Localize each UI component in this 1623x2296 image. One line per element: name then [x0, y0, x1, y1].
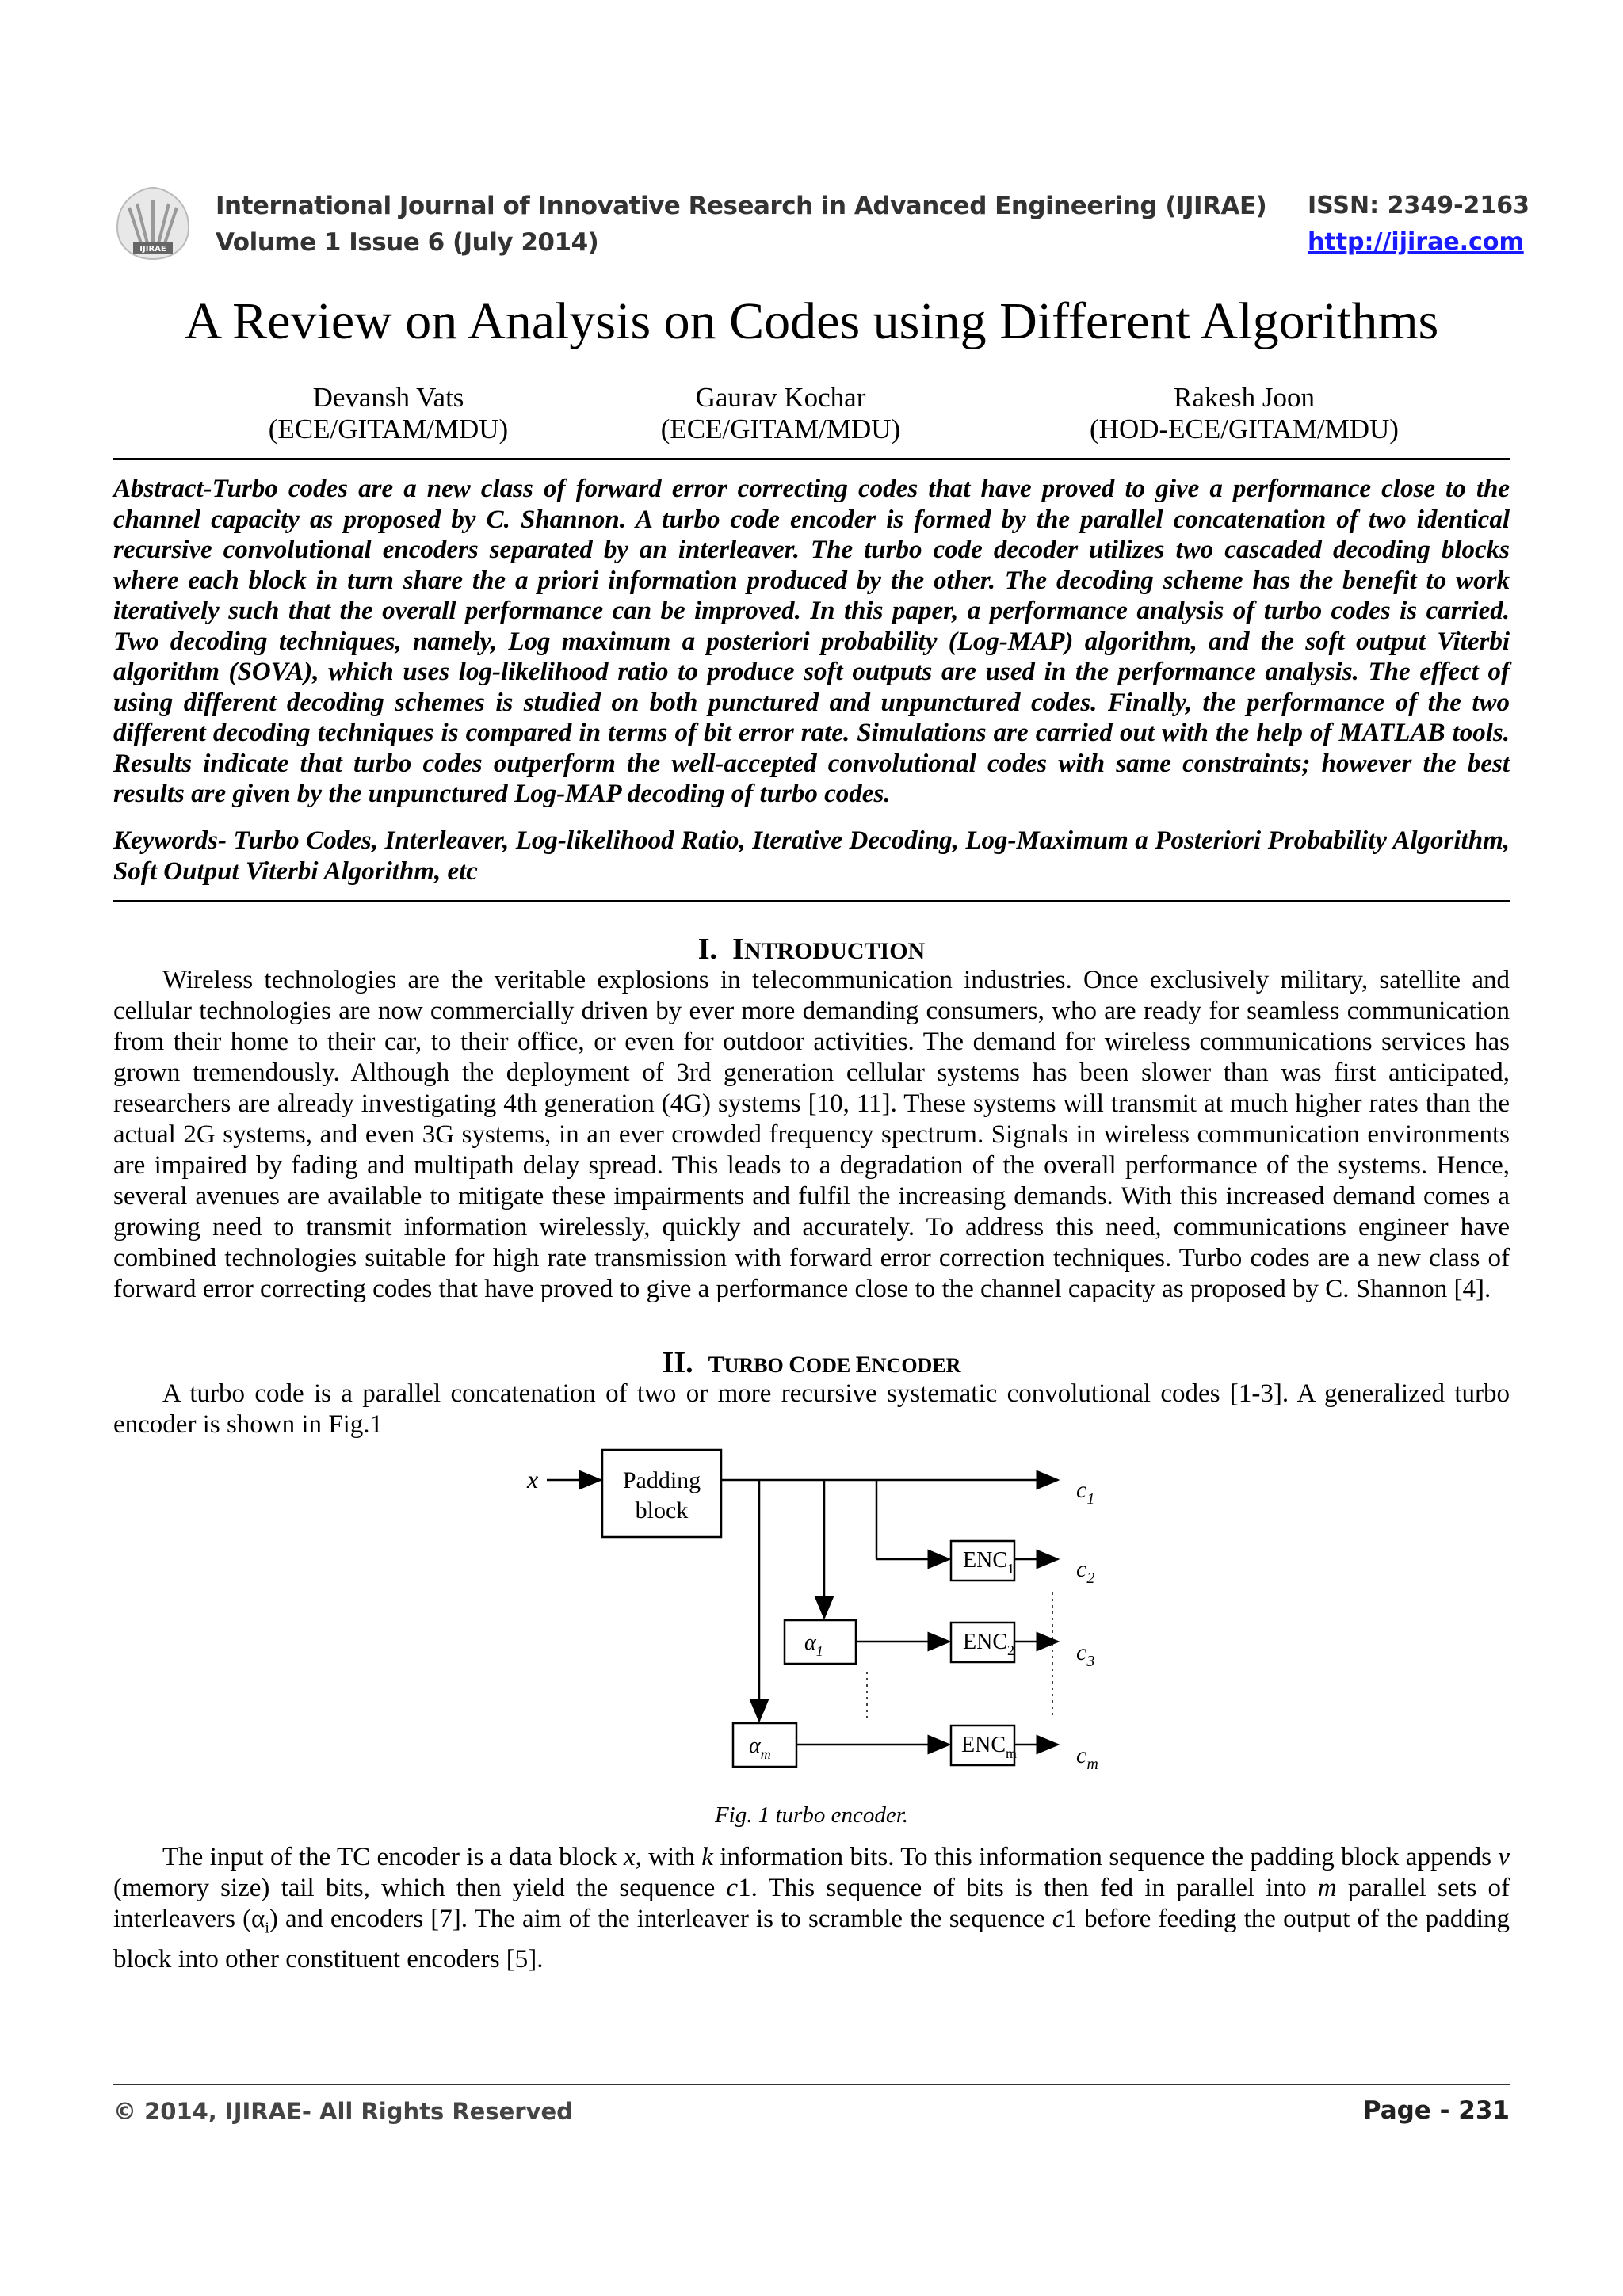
journal-name: International Journal of Innovative Research in Advanced Engineering (IJIRAE): [216, 192, 1267, 220]
author-name: Rakesh Joon: [1174, 382, 1315, 413]
turbo-encoder-diagram: [507, 1434, 1141, 1798]
author-name: Devansh Vats: [312, 382, 464, 413]
author-affiliation: (ECE/GITAM/MDU): [268, 414, 509, 444]
enc2-label: $ENC_2$: [963, 1630, 1014, 1658]
copyright-text: © 2014, IJIRAE- All Rights Reserved: [113, 2098, 573, 2125]
padding-block-label: Padding: [622, 1467, 701, 1493]
output-c1-label: $c_1$: [1076, 1477, 1095, 1508]
alpha1-label: $\alpha_1$: [804, 1630, 823, 1659]
journal-issn: ISSN: 2349-2163: [1308, 192, 1530, 219]
output-c2-label: $c_2$: [1076, 1556, 1095, 1587]
encoder-intro-text: A turbo code is a parallel concatenation of two or more recursive systematic convolutional codes [1-3]. A generalized turbo encoder is shown in Fig.1: [113, 1379, 1510, 1439]
section-heading-turbo-code-encoder: II. TURBO CODE ENCODER: [662, 1346, 961, 1379]
journal-logo: [109, 184, 197, 263]
padding-block: [602, 1450, 721, 1537]
divider: [113, 458, 1510, 460]
figure-caption: Fig. 1 turbo encoder.: [714, 1802, 909, 1828]
paper-title: A Review on Analysis on Codes using Different Algorithms: [184, 292, 1439, 350]
footer-divider: [113, 2084, 1510, 2085]
encoder-description-text: The input of the TC encoder is a data block x, with k information bits. To this information sequence the padding block appends v (memory size) tail bits, which then yield the sequence c1. This sequence of bits is then fed in parallel into m parallel sets of interleavers $(\alpha_i)$ and encoders [7]. The aim of the interleaver is to scramble the sequence c1 before feeding the output of the padding block into other constituent encoders [5].: [113, 1843, 1510, 1974]
author-name: Gaurav Kochar: [695, 382, 866, 413]
padding-block-label: block: [635, 1497, 689, 1524]
journal-volume: Volume 1 Issue 6 (July 2014): [216, 228, 599, 257]
journal-url-link[interactable]: http://ijirae.com: [1308, 228, 1524, 256]
page-number: Page - 231: [1362, 2096, 1510, 2125]
introduction-text: Wireless technologies are the veritable explosions in telecommunication industries. Once exclusively military, satellite and cellular technologies are now commercially driven by ever more demanding consumers, who are ready for seamless communication from their home to their car, to their office, or even for outdoor activities. The demand for wireless communications services has grown tremendously. Although the deployment of 3rd generation cellular systems has been slower than was first anticipated, researchers are already investigating 4th generation (4G) systems [10, 11]. These systems will transmit at much higher rates than the actual 2G systems, and even 3G systems, in an ever crowded frequency spectrum. Signals in wireless communication environments are impaired by fading and multipath delay spread. This leads to a degradation of the overall performance of the systems. Hence, several avenues are available to mitigate these impairments and fulfil the increasing demands. With this increased demand comes a growing need to transmit information wirelessly, quickly and accurately. To address this need, communications engineer have combined technologies suitable for high rate transmission with forward error correction techniques. Turbo codes are a new class of forward error correcting codes that have proved to give a performance close to the channel capacity as proposed by C. Shannon [4].: [113, 966, 1510, 1303]
output-c3-label: $c_3$: [1076, 1639, 1095, 1670]
encm-label: $ENC_m$: [961, 1733, 1018, 1761]
output-cm-label: $c_m$: [1076, 1742, 1098, 1773]
author-affiliation: (ECE/GITAM/MDU): [660, 414, 901, 444]
author-affiliation: (HOD-ECE/GITAM/MDU): [1090, 414, 1399, 444]
abstract: Abstract-Turbo codes are a new class of forward error correcting codes that have proved to give a performance close to the channel capacity as proposed by C. Shannon. A turbo code encoder is formed by the parallel concatenation of two identical recursive convolutional encoders separated by an interleaver. The turbo code decoder utilizes two cascaded decoding blocks where each block in turn share the a priori information produced by the other. The decoding scheme has the benefit to work iteratively such that the overall performance can be improved. In this paper, a performance analysis of turbo codes is carried. Two decoding techniques, namely, Log maximum a posteriori probability (Log-MAP) algorithm, and the soft output Viterbi algorithm (SOVA), which uses log-likelihood ratio to produce soft outputs are used in the performance analysis. The effect of using different decoding schemes is studied on both punctured and unpunctured codes. Finally, the performance of the two different decoding techniques is compared in terms of bit error rate. Simulations are carried out with the help of MATLAB tools. Results indicate that turbo codes outperform the well-accepted convolutional codes with same constraints; however the best results are given by the unpunctured Log-MAP decoding of turbo codes.: [113, 475, 1510, 808]
svg-text:IJIRAE: IJIRAE: [139, 245, 166, 254]
alpham-label: $\alpha_m$: [749, 1733, 771, 1762]
divider: [113, 900, 1510, 902]
input-x-label: x: [527, 1465, 539, 1493]
enc1-label: $ENC_1$: [963, 1548, 1014, 1577]
keywords: Keywords- Turbo Codes, Interleaver, Log-likelihood Ratio, Iterative Decoding, Log-Maximum a Posteriori Probability Algorithm, Soft Output Viterbi Algorithm, etc: [113, 826, 1510, 886]
section-heading-introduction: I. INTRODUCTION: [697, 933, 926, 966]
